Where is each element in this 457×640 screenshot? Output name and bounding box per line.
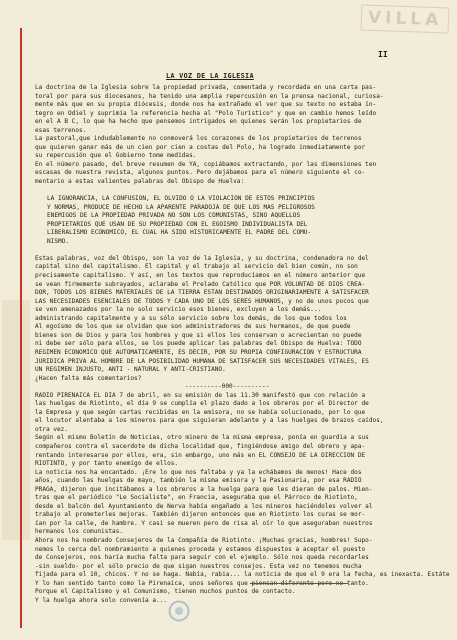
margin-red-line — [20, 28, 22, 628]
archive-watermark — [168, 600, 190, 622]
paper-stain — [2, 300, 30, 540]
paragraph-1: La doctrina de la Iglesia sobre la propiedad privada, comentada y recordada en una carta pas- toral por para sus diocesanos, ha tenido una amplia repercusión en la prensa nacional, curiosa- mente más que en su propia diócesis, donde nos ha extrañado el ver que su texto no estaba ín- tegro en Odiel y suprimía la referencia hecha al "Polo Turístico" y que en cambio hemos leído en el A B C, lo que ha hecho que pensemos intrigados en quienes serán los propietarios de esas terrenos. — [35, 84, 384, 134]
article-body — [35, 84, 450, 605]
article-title: LA VOZ DE LA IGLESIA — [166, 72, 254, 80]
section-separator: ----------000---------- — [185, 383, 270, 391]
paragraph-4: RADIO PIRENAICA EL DIA 7 de abril, en su emisión de las 11.30 manifestó que con relación a las huelgas de Riotinto, el día 9 se cumplía el plazo dado a los obreros por el Director de la Empresa y que según cartas recibidas en la emisora, no se había solucionado, por lo que el locutor alentaba a los mineros para que siguieran adelante y a las huelgas de brazos caídos, otra vez. Según el mismo Boletín de Noticias, otro minero de la misma empresa, ponía en guardia a sus compañeros contra el sacerdote de dicha localidad que, fingiéndose amigo del obrero y apa- rentando interesarse por ellos, era, sin embargo, uno más en EL CONSEJO DE LA DIRECCION DE RIOTINTO, y por tanto enemigo de ellos. La noticia nos ha encantado. ¡Ere lo que nos faltaba y ya la echábamos de menos! Hace dos años, cuando las huelgas de mayo, también la misma emisora y la Pasionaria, por esa RADIO PRAGA, dijeron que incitábamos a los obreros a la huelga para que les dieran de palos. Mien- tras que el periódico "Le Socialiste", en Francia, aseguraba que el Párroco de Riotinto, desde el balcón del Ayuntamiento de Nerva había engañado a los mineros haciéndoles volver al trabajo al prometerles mejoras. También dijeron entonces que en Riotinto los curas se mor- ían por la calle, de hambre. Y casi se mueren pero de risa al oír lo que aseguraban nuestros hermanos los comunistas. Ahora nos ha nombrado Consejeros de la Compañía de Riotinto. ¡Muchas gracias, hombres! Supo- nemos lo cerca del nombramiento a quienes proceda y estamos dispuestos a aceptar el puesto de Consejeros, nos haría mucha falta para seguir con el ejemplo. Sólo nos queda recordarles -sin sueldo- por el sólo precio de que sigan nuestros consejos. Esta vez no tenemos mucha fijada para el 10, chicos. Y no se haga. Nabía, rabia... la noticia de que el 9 era la fecha, es inexacta. Estáte Y lo han sentido tanto como la Pirenaica, unos señores que tanto. Porque el Capitalismo y el Comunismo, tienen muchos puntos de contacto. Y la huelga ahora solo convenía a... — [35, 391, 450, 604]
faded-stamp: VILLA — [360, 4, 449, 33]
page-number: II — [378, 50, 388, 59]
archive-logo-icon — [168, 600, 190, 622]
end-rule — [250, 583, 348, 584]
bishop-quote: LA IGNORANCIA, LA CONFUSION, EL OLVIDO O LA VIOLACION DE ESTOS PRINCIPIOS Y NORMAS, PRODUCE DE HECHO LA APARENTE PARADOJA DE QUE LOS MAS PELIGROSOS ENEMIGOS DE LA PROPIEDAD PRIVADA NO SON LOS COMUNISTAS, SINO AQUELLOS PROPIETARIOS QUE USAN DE SU PROPIEDAD CON EL EGOISMO INDIVIDUALISTA DEL LIBERALISMO ECONOMICO, EL CUAL HA SIDO HISTORICAMENTE EL PADRE DEL COMU- NISMO. — [47, 195, 315, 245]
paragraph-3: Estas palabras, voz del Obispo, son la voz de la Iglesia, y su doctrina, condenadora no del capital sino del capitalismo. El capital y el trabajo al servicio del bien común, no son precisamente capitalismo. Y así, en los textos que reproducíamos en el número anterior que se vean firmemente subrayados, aclarabe el Prelado Católico que POR VOLUNTAD DE DIOS CREA- DOR, TODOS LOS BIENES MATERIALES DE LA TIERRA ESTAN DESTINADOS ORIGINARIAMENTE A SATISFACER LAS NECESIDADES ESENCIALES DE TODOS Y CADA UNO DE LOS SERES HUMANOS, y no de unos pocos que se ven amenazados por la no solo servicio esos bienes, excluyen a los demás... administrando capitalmente y a su sólo servicio sobre los demás, de los que todos los Al egoísmo de los que se olvidan que son administradores de sus hermanos, de que puede bienes son de Dios y para los hombres y que si ellos los conservan o acrecientan no puede ni debe ser sólo para ellos, se los puede aplicar las palabras del Obispo de Huelva: TODO REGIMEN ECONOMICO QUE AUTOMATICAMENTE, ES DECIR, POR SU PROPIA CONFIGURACION Y ESTRUCTURA JURIDICA PRIVA AL HOMBRE DE LA POSIBILIDAD HUMANA DE SATISFACER SUS NECESIDADES VITALES, ES UN REGIMEN INJUSTO, ANTI - NATURAL Y ANTI-CRISTIANO. ¿Hacen falta más comentarios? — [35, 254, 369, 382]
paragraph-2: La pastoral,que indudablemente no conmoverá los corazones de los propietarios de terrenos que quieren ganar más de un cien por cien a costas del Polo, ha logrado inmediatamente por su repercusión que el Gobierno tome medidas. En el número pasado, del breve resumen de YA, copiábamos extractando, por las dimensiones ten escasas de nuestra revista, algunos puntos. Pero dejábamos para el número siguiente el co- mentario a estas valientes palabras del Obispo de Huelva: — [35, 135, 377, 186]
